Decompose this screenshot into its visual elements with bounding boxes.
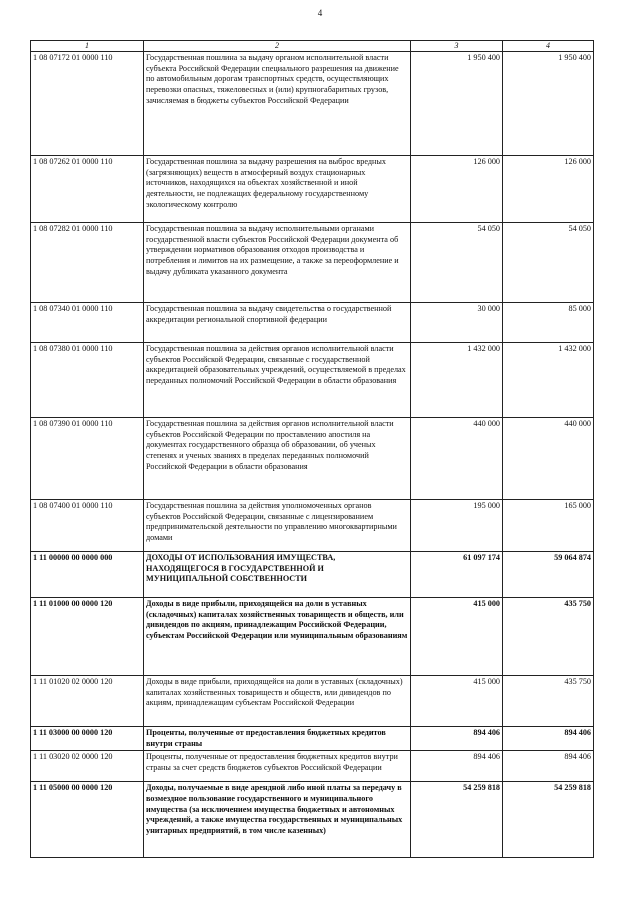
row-value-4: 59 064 874	[503, 552, 594, 598]
row-code: 1 08 07400 01 0000 110	[31, 500, 144, 552]
row-code: 1 08 07390 01 0000 110	[31, 418, 144, 500]
column-header-3: 3	[411, 41, 503, 52]
row-value-3: 415 000	[411, 598, 503, 676]
row-name: Доходы в виде прибыли, приходящейся на доли в уставных (складочных) капиталах хозяйственных товариществ и обществ, или дивидендов по акциям, принадлежащим Российской Федерации, субъектам Российской Федерации или муниципальным образованиям	[144, 598, 411, 676]
row-code: 1 08 07282 01 0000 110	[31, 223, 144, 303]
table-row	[31, 303, 594, 343]
row-name: Государственная пошлина за выдачу органом исполнительной власти субъекта Российской Федерации специального разрешения на движение по автомобильным дорогам транспортных средств, осуществляющих перевозки опасных, тяжеловесных и (или) крупногабаритных грузов, зачисляемая в бюджеты субъектов Российской Федерации	[144, 52, 411, 156]
table-header-row	[31, 41, 594, 52]
table-row	[31, 52, 594, 156]
row-value-3: 61 097 174	[411, 552, 503, 598]
row-value-4: 894 406	[503, 727, 594, 751]
row-value-3: 195 000	[411, 500, 503, 552]
row-value-3: 1 432 000	[411, 343, 503, 418]
row-value-3: 894 406	[411, 751, 503, 782]
table-row	[31, 500, 594, 552]
row-name: Проценты, полученные от предоставления бюджетных кредитов внутри страны за счет средств бюджетов субъектов Российской Федерации	[144, 751, 411, 782]
row-name: Государственная пошлина за выдачу исполнительными органами государственной власти субъектов Российской Федерации документа об утверждении нормативов образования отходов производства и потребления и лимитов на их размещение, а также за переоформление и выдачу дубликата указанного документа	[144, 223, 411, 303]
row-name: Государственная пошлина за действия органов исполнительной власти субъектов Российской Федерации, связанные с государственной аккредитацией образовательных учреждений, осуществляемой в пределах переданных полномочий Российской Федерации в области образования	[144, 343, 411, 418]
row-code: 1 11 05000 00 0000 120	[31, 782, 144, 858]
row-value-4: 894 406	[503, 751, 594, 782]
column-header-4: 4	[503, 41, 594, 52]
row-value-4: 1 950 400	[503, 52, 594, 156]
table-row	[31, 418, 594, 500]
row-code: 1 08 07262 01 0000 110	[31, 156, 144, 223]
column-header-2: 2	[144, 41, 411, 52]
row-name: Государственная пошлина за выдачу свидетельства о государственной аккредитации региональной спортивной федерации	[144, 303, 411, 343]
row-code: 1 08 07380 01 0000 110	[31, 343, 144, 418]
row-code: 1 11 00000 00 0000 000	[31, 552, 144, 598]
row-code: 1 11 01020 02 0000 120	[31, 676, 144, 727]
row-value-4: 1 432 000	[503, 343, 594, 418]
row-code: 1 11 01000 00 0000 120	[31, 598, 144, 676]
row-name: ДОХОДЫ ОТ ИСПОЛЬЗОВАНИЯ ИМУЩЕСТВА, НАХОДЯЩЕГОСЯ В ГОСУДАРСТВЕННОЙ И МУНИЦИПАЛЬНОЙ СОБСТВЕННОСТИ	[144, 552, 411, 598]
row-value-3: 54 259 818	[411, 782, 503, 858]
row-value-4: 440 000	[503, 418, 594, 500]
budget-table	[30, 40, 594, 858]
row-value-3: 30 000	[411, 303, 503, 343]
row-value-4: 126 000	[503, 156, 594, 223]
row-name: Доходы в виде прибыли, приходящейся на доли в уставных (складочных) капиталах хозяйственных товариществ и обществ, или дивидендов по акциям, принадлежащим субъектам Российской Федерации	[144, 676, 411, 727]
row-value-4: 85 000	[503, 303, 594, 343]
table-row	[31, 156, 594, 223]
row-name: Проценты, полученные от предоставления бюджетных кредитов внутри страны	[144, 727, 411, 751]
row-name: Государственная пошлина за действия органов исполнительной власти субъектов Российской Федерации по проставлению апостиля на документах государственного образца об образовании, об ученых степенях и ученых званиях в пределах переданных полномочий Российской Федерации в области образования	[144, 418, 411, 500]
page-number: 4	[317, 8, 323, 18]
row-value-3: 894 406	[411, 727, 503, 751]
column-header-1: 1	[31, 41, 144, 52]
row-value-4: 435 750	[503, 676, 594, 727]
row-value-3: 54 050	[411, 223, 503, 303]
table-row	[31, 223, 594, 303]
table-row	[31, 751, 594, 782]
row-value-4: 54 259 818	[503, 782, 594, 858]
row-value-3: 440 000	[411, 418, 503, 500]
table-row	[31, 598, 594, 676]
row-value-4: 165 000	[503, 500, 594, 552]
table-row	[31, 782, 594, 858]
row-value-3: 126 000	[411, 156, 503, 223]
row-value-4: 54 050	[503, 223, 594, 303]
table-row	[31, 343, 594, 418]
row-value-3: 1 950 400	[411, 52, 503, 156]
row-code: 1 08 07172 01 0000 110	[31, 52, 144, 156]
row-value-4: 435 750	[503, 598, 594, 676]
row-name: Доходы, получаемые в виде арендной либо иной платы за передачу в возмездное пользование государственного и муниципального имущества (за исключением имущества бюджетных и автономных учреждений, а также имущества государственных и муниципальных унитарных предприятий, в том числе казенных)	[144, 782, 411, 858]
row-name: Государственная пошлина за выдачу разрешения на выброс вредных (загрязняющих) веществ в атмосферный воздух стационарных источников, находящихся на объектах хозяйственной и иной деятельности, не подлежащих федеральному государственному экологическому контролю	[144, 156, 411, 223]
table-row	[31, 727, 594, 751]
table-row	[31, 676, 594, 727]
row-code: 1 11 03000 00 0000 120	[31, 727, 144, 751]
row-code: 1 11 03020 02 0000 120	[31, 751, 144, 782]
row-value-3: 415 000	[411, 676, 503, 727]
row-name: Государственная пошлина за действия уполномоченных органов субъектов Российской Федерации, связанные с лицензированием предпринимательской деятельности по управлению многоквартирными домами	[144, 500, 411, 552]
row-code: 1 08 07340 01 0000 110	[31, 303, 144, 343]
table-row	[31, 552, 594, 598]
